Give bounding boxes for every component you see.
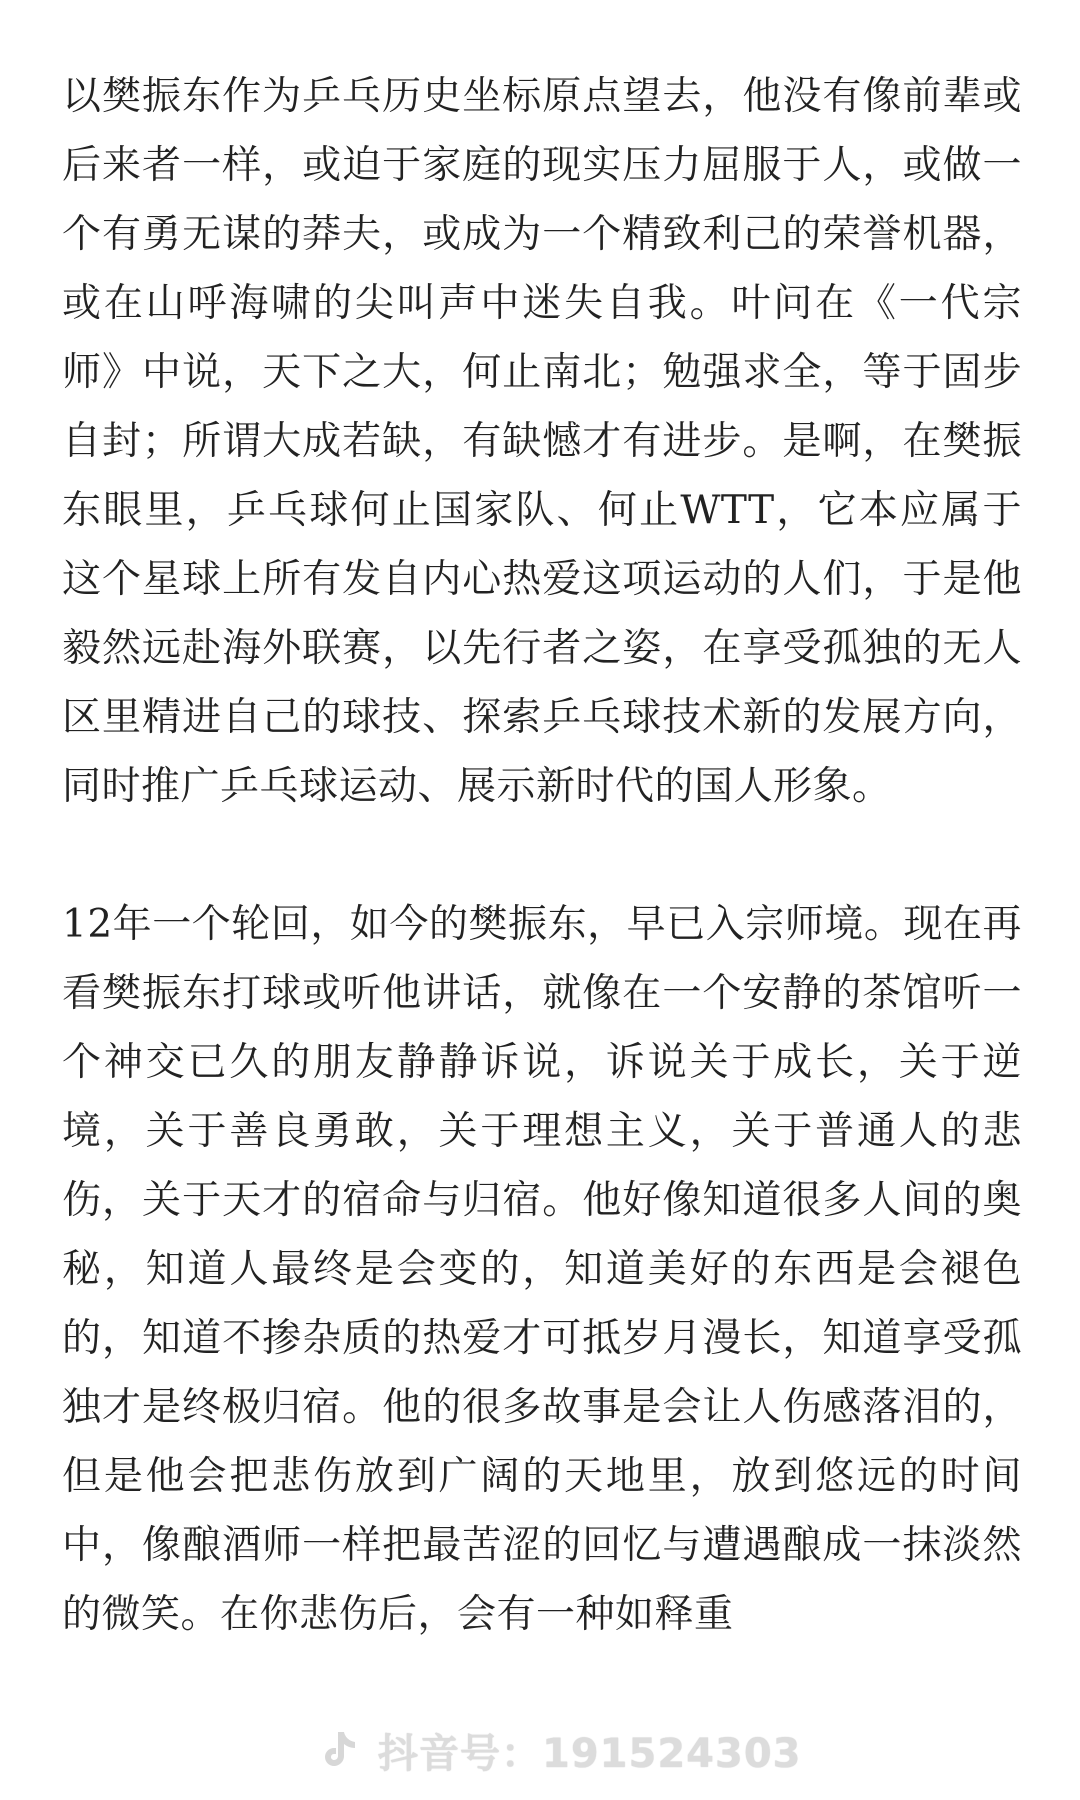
watermark-text: 抖音号：191524303: [378, 1730, 802, 1777]
watermark: [318, 1720, 802, 1780]
paragraph-2: 12年一个轮回，如今的樊振东，早已入宗师境。现在再看樊振东打球或听他讲话，就像在一个安静的茶馆听一个神交已久的朋友静静诉说，诉说关于成长，关于逆境，关于善良勇敢，关于理想主义，关于普通人的悲伤，关于天才的宿命与归宿。他好像知道很多人间的奥秘，知道人最终是会变的，知道美好的东西是会褪色的，知道不掺杂质的热爱才可抵岁月漫长，知道享受孤独才是终极归宿。他的很多故事是会让人伤感落泪的，但是他会把悲伤放到广阔的天地里，放到悠远的时间中，像酿酒师一样把最苦涩的回忆与遭遇酿成一抹淡然的微笑。在你悲伤后，会有一种如释重: [62, 902, 1022, 1637]
paragraph-1: 以樊振东作为乒乓历史坐标原点望去，他没有像前辈或后来者一样，或迫于家庭的现实压力屈服于人，或做一个有勇无谋的莽夫，或成为一个精致利己的荣誉机器，或在山呼海啸的尖叫声中迷失自我。叶问在《一代宗师》中说，天下之大，何止南北；勉强求全，等于固步自封；所谓大成若缺，有缺憾才有进步。是啊，在樊振东眼里，乒乓球何止国家队、何止WTT，它本应属于这个星球上所有发自内心热爱这项运动的人们，于是他毅然远赴海外联赛，以先行者之姿，在享受孤独的无人区里精进自己的球技、探索乒乓球技术新的发展方向，同时推广乒乓球运动、展示新时代的国人形象。: [62, 74, 1022, 809]
douyin-logo-icon: [318, 1726, 366, 1774]
article-body: [62, 62, 1022, 1649]
